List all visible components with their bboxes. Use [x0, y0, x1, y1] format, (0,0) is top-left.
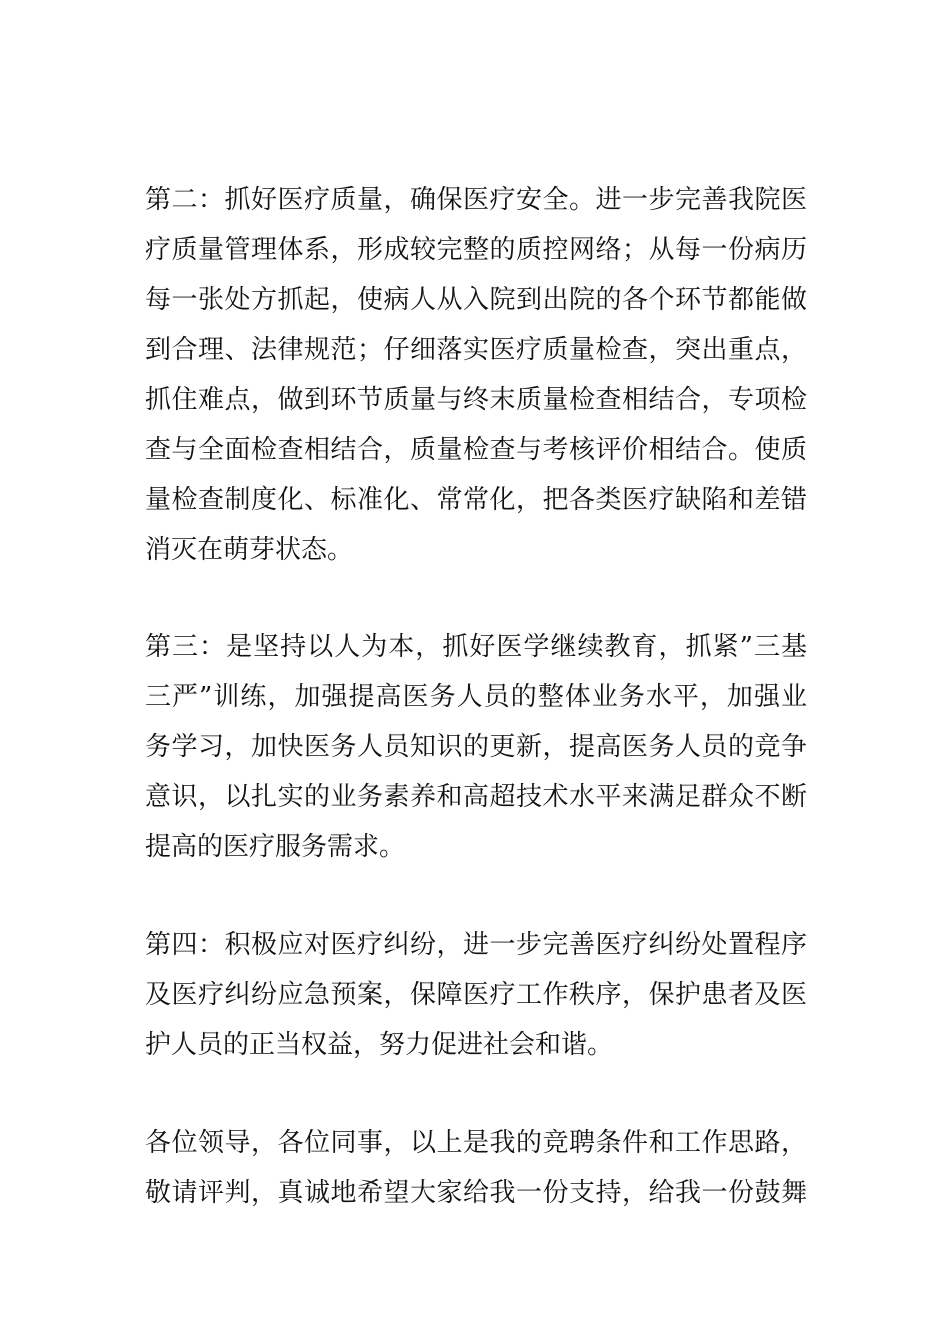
- paragraph-line: 各位领导，各位同事，以上是我的竞聘条件和工作思路，: [145, 1128, 807, 1158]
- paragraph-line: 消灭在萌芽状态。: [145, 535, 354, 565]
- paragraph-line: 及医疗纠纷应急预案，保障医疗工作秩序，保护患者及医: [145, 980, 807, 1010]
- paragraph-line: 护人员的正当权益，努力促进社会和谐。: [145, 1030, 614, 1060]
- paragraph-line: 第四：积极应对医疗纠纷，进一步完善医疗纠纷处置程序: [145, 930, 807, 960]
- paragraph-line: 量检查制度化、标准化、常常化，把各类医疗缺陷和差错: [145, 485, 807, 515]
- paragraph-line: 提高的医疗服务需求。: [145, 832, 406, 862]
- paragraph-line: 每一张处方抓起，使病人从入院到出院的各个环节都能做: [145, 285, 807, 315]
- paragraph-line: 到合理、法律规范；仔细落实医疗质量检查，突出重点，: [145, 335, 807, 365]
- paragraph-line: 第二：抓好医疗质量，确保医疗安全。进一步完善我院医: [145, 185, 807, 215]
- paragraph-line: 务学习，加快医务人员知识的更新，提高医务人员的竞争: [145, 732, 807, 762]
- paragraph-line: 抓住难点，做到环节质量与终末质量检查相结合，专项检: [145, 385, 807, 415]
- paragraph-line: 敬请评判，真诚地希望大家给我一份支持，给我一份鼓舞: [145, 1178, 807, 1208]
- paragraph-medical-quality: [145, 175, 807, 575]
- paragraph-line: 疗质量管理体系，形成较完整的质控网络；从每一份病历: [145, 235, 807, 265]
- paragraph-line: 意识，以扎实的业务素养和高超技术水平来满足群众不断: [145, 782, 807, 812]
- paragraph-continuing-education: [145, 622, 807, 872]
- paragraph-medical-disputes: [145, 920, 807, 1070]
- paragraph-line: 查与全面检查相结合，质量检查与考核评价相结合。使质: [145, 435, 807, 465]
- paragraph-line: 三严”训练，加强提高医务人员的整体业务水平，加强业: [145, 682, 807, 712]
- paragraph-line: 第三：是坚持以人为本，抓好医学继续教育，抓紧”三基: [145, 632, 807, 662]
- paragraph-closing-remarks: [145, 1118, 807, 1218]
